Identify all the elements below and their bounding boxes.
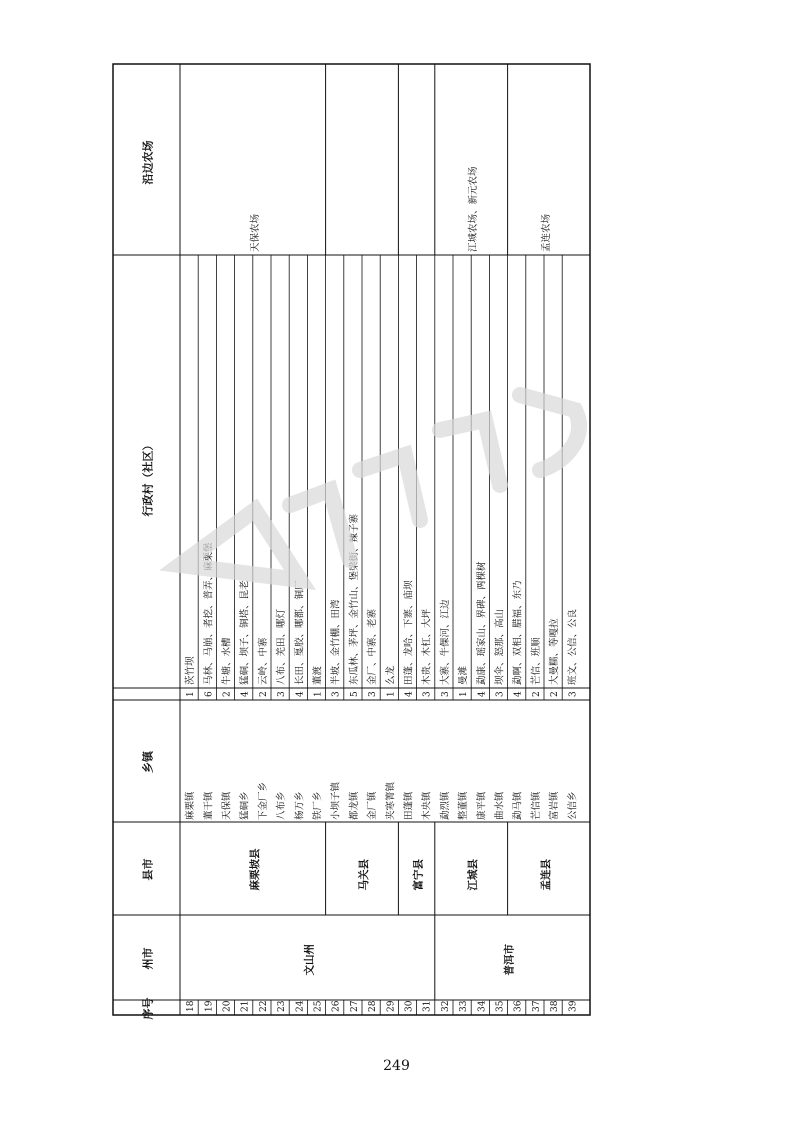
farm-cell: 天保农场 bbox=[249, 213, 261, 252]
count-cell: 3 bbox=[422, 691, 433, 697]
count-cell: 2 bbox=[531, 691, 542, 697]
township-cell: 麻栗镇 bbox=[185, 791, 197, 820]
villages-cell: 大曼糯、等嘎拉 bbox=[549, 618, 561, 685]
township-cell: 芒信镇 bbox=[530, 791, 542, 820]
villages-cell: 马林、马崩、者挖、普弄、麻栗堡 bbox=[203, 542, 215, 685]
seq-cell: 21 bbox=[240, 1000, 251, 1012]
villages-cell: 田蓬、龙哈、下寨、庙坝 bbox=[403, 580, 415, 685]
header-prefecture: 州市 bbox=[141, 947, 155, 970]
seq-cell: 30 bbox=[404, 1000, 415, 1012]
county-cell: 江城县 bbox=[467, 859, 480, 891]
count-cell: 4 bbox=[295, 691, 306, 697]
township-cell: 杨万乡 bbox=[294, 791, 306, 820]
prefecture-cell: 文山州 bbox=[303, 944, 316, 976]
seq-cell: 27 bbox=[349, 1000, 360, 1012]
seq-cell: 18 bbox=[186, 1000, 197, 1012]
county-cell: 麻栗坡县 bbox=[248, 848, 261, 891]
header-township: 乡镇 bbox=[141, 751, 155, 773]
seq-cell: 23 bbox=[277, 1000, 288, 1012]
count-cell: 5 bbox=[349, 691, 360, 697]
villages-cell: 么龙 bbox=[385, 665, 397, 685]
header-county: 县市 bbox=[141, 858, 155, 881]
count-cell: 3 bbox=[368, 691, 379, 697]
count-cell: 6 bbox=[204, 691, 215, 697]
county-cell: 富宁县 bbox=[412, 859, 425, 891]
seq-cell: 33 bbox=[459, 1000, 470, 1012]
count-cell: 2 bbox=[222, 691, 233, 697]
township-cell: 八布乡 bbox=[276, 791, 288, 820]
township-cell: 整董镇 bbox=[458, 791, 470, 820]
seq-cell: 20 bbox=[222, 1000, 233, 1012]
villages-cell: 芒信、班顺 bbox=[530, 637, 542, 685]
township-cell: 猛硐乡 bbox=[239, 791, 251, 820]
count-cell: 2 bbox=[258, 691, 269, 697]
seq-cell: 38 bbox=[550, 1000, 561, 1012]
villages-cell: 大寨、牛倮河、江边 bbox=[439, 599, 451, 685]
villages-cell: 牛塘、水槽 bbox=[221, 637, 233, 685]
count-cell: 1 bbox=[459, 691, 470, 697]
villages-cell: 茨竹坝 bbox=[185, 656, 197, 685]
count-cell: 1 bbox=[386, 691, 397, 697]
farm-cell: 孟连农场 bbox=[541, 213, 552, 252]
seq-cell: 35 bbox=[495, 1000, 506, 1012]
count-cell: 3 bbox=[440, 691, 451, 697]
township-cell: 曲水镇 bbox=[494, 791, 506, 820]
header-villages: 行政村（社区） bbox=[141, 439, 155, 517]
township-cell: 田蓬镇 bbox=[403, 791, 415, 820]
seq-cell: 39 bbox=[568, 1000, 579, 1012]
page-number: 249 bbox=[383, 1058, 410, 1074]
township-cell: 富岩镇 bbox=[549, 791, 561, 820]
villages-cell: 班文、公信、公良 bbox=[567, 608, 579, 685]
farm-cell: 江城农场、新元农场 bbox=[468, 166, 480, 252]
township-cell: 天保镇 bbox=[221, 791, 233, 820]
count-cell: 4 bbox=[404, 691, 415, 697]
seq-cell: 32 bbox=[440, 1000, 451, 1012]
seq-cell: 24 bbox=[295, 1000, 306, 1012]
township-cell: 康平镇 bbox=[476, 791, 488, 820]
county-cell: 马关县 bbox=[358, 859, 370, 891]
count-cell: 1 bbox=[186, 691, 197, 697]
count-cell: 2 bbox=[550, 691, 561, 697]
count-cell: 3 bbox=[495, 691, 506, 697]
villages-cell: 云岭、中寨 bbox=[257, 637, 269, 685]
seq-cell: 19 bbox=[204, 1000, 215, 1012]
villages-cell: 金厂、中寨、老寨 bbox=[367, 608, 379, 685]
count-cell: 4 bbox=[240, 691, 251, 697]
count-cell: 3 bbox=[568, 691, 579, 697]
count-cell: 1 bbox=[313, 691, 324, 697]
seq-cell: 31 bbox=[422, 1000, 433, 1012]
villages-cell: 坝伞、怒那、高山 bbox=[494, 608, 506, 685]
township-cell: 木央镇 bbox=[421, 791, 433, 820]
villages-cell: 半坡、金竹棚、田湾 bbox=[330, 599, 342, 685]
count-cell: 4 bbox=[477, 691, 488, 697]
seq-cell: 34 bbox=[477, 1000, 488, 1012]
villages-cell: 长田、戛胶、哪都、铜厂 bbox=[294, 580, 306, 685]
county-cell: 孟连县 bbox=[540, 859, 552, 891]
prefecture-cell: 普洱市 bbox=[503, 944, 516, 976]
header-farms: 沿边农场 bbox=[141, 140, 155, 185]
villages-cell: 勐康、瑶家山、界碑、两棵树 bbox=[476, 561, 488, 685]
villages-cell: 董渡 bbox=[312, 665, 324, 685]
villages-cell: 猛硐、坝子、铜塔、昆老 bbox=[239, 580, 251, 685]
seq-cell: 29 bbox=[386, 1000, 397, 1012]
township-cell: 小坝子镇 bbox=[330, 781, 342, 820]
seq-cell: 26 bbox=[331, 1000, 342, 1012]
township-cell: 都龙镇 bbox=[348, 791, 360, 820]
villages-cell: 东瓜林、茅坪、金竹山、堡梁街、辣子寨 bbox=[348, 513, 360, 685]
township-cell: 勐烈镇 bbox=[439, 791, 451, 820]
seq-cell: 36 bbox=[513, 1000, 524, 1012]
count-cell: 3 bbox=[331, 691, 342, 697]
villages-cell: 曼滩 bbox=[458, 665, 470, 685]
township-cell: 董干镇 bbox=[203, 791, 215, 820]
township-cell: 公信乡 bbox=[567, 791, 579, 820]
seq-cell: 37 bbox=[531, 1000, 542, 1012]
township-cell: 下金厂乡 bbox=[257, 781, 269, 820]
villages-cell: 木贵、木杠、大坪 bbox=[421, 608, 433, 685]
township-cell: 勐马镇 bbox=[512, 791, 524, 820]
count-cell: 4 bbox=[513, 691, 524, 697]
villages-cell: 八布、羌田、哪灯 bbox=[276, 608, 288, 685]
seq-cell: 28 bbox=[368, 1000, 379, 1012]
header-seq: 序号 bbox=[141, 997, 155, 1020]
count-cell: 3 bbox=[277, 691, 288, 697]
township-cell: 夹寒箐镇 bbox=[385, 781, 397, 820]
township-cell: 金厂镇 bbox=[367, 791, 379, 820]
seq-cell: 25 bbox=[313, 1000, 324, 1012]
villages-cell: 勐啊、双相、腊福、东乃 bbox=[512, 580, 524, 685]
township-cell: 铁厂乡 bbox=[312, 791, 324, 820]
seq-cell: 22 bbox=[258, 1000, 269, 1012]
